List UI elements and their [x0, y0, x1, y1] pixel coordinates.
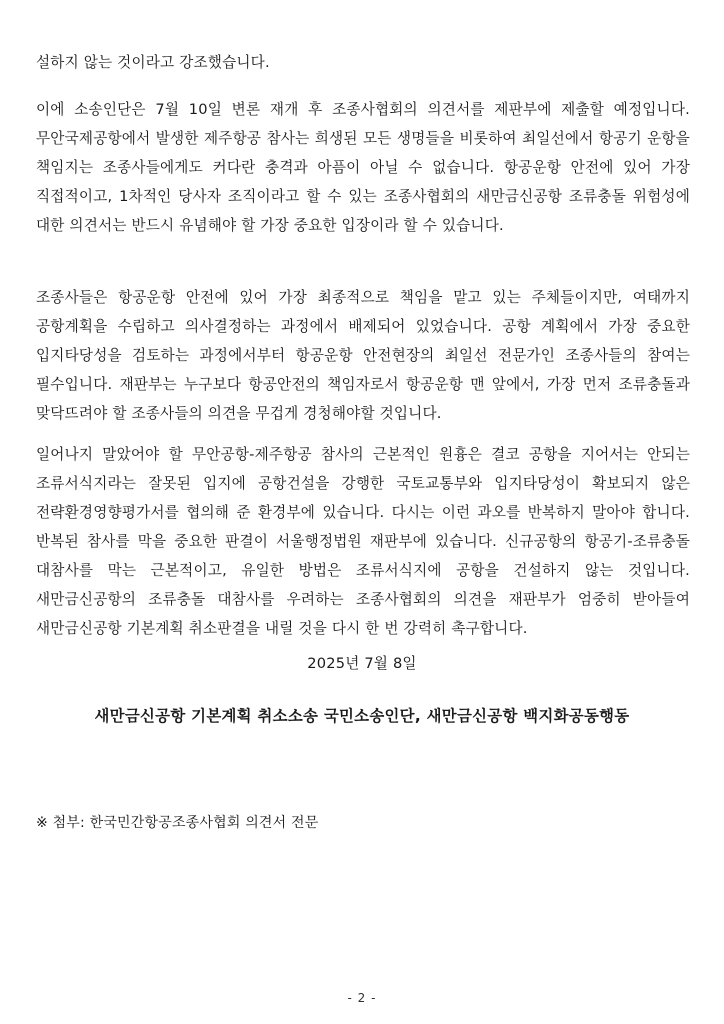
document-date: 2025년 7월 8일: [307, 655, 417, 672]
attachment-note: ※ 첨부: 한국민간항공조종사협회 의견서 전문: [36, 815, 319, 831]
paragraph-continuation: 설하지 않는 것이라고 강조했습니다.: [36, 54, 270, 71]
paragraph-pilots-role: 조종사들은 항공운항 안전에 있어 가장 최종적으로 책임을 맡고 있는 주체들이지만, 여태까지 공항계획을 수립하고 의사결정하는 과정에서 배제되어 있었습니다. 공항 계획에서 가장 중요한 입지타당성을 검토하는 과정에서부터 항공운항 안전현장의 최일선 전문가인 조종사들의 참여는 필수입니다. 재판부는 누구보다 항공안전의 책임자로서 항공운항 맨 앞에서, 가장 먼저 조류충돌과 맞닥뜨려야 할 조종사들의 의견을 무겁게 경청해야할 것입니다.: [36, 289, 690, 422]
page-number: - 2 -: [347, 991, 377, 1005]
signature-organizations: 새만금신공항 기본계획 취소소송 국민소송인단, 새만금신공항 백지화공동행동: [94, 707, 630, 725]
paragraph-root-cause: 일어나지 말았어야 할 무안공항-제주항공 참사의 근본적인 원흉은 결코 공항을 지어서는 안되는 조류서식지라는 잘못된 입지에 공항건설을 강행한 국토교통부와 입지타당성이 확보되지 않은 전략환경영향평가서를 협의해 준 환경부에 있습니다. 다시는 이런 과오를 반복하지 말아야 합니다. 반복된 참사를 막을 중요한 판결이 서울행정법원 재판부에 있습니다. 신규공항의 항공기-조류충돌 대참사를 막는 근본적이고, 유일한 방법은 조류서식지에 공항을 건설하지 않는 것입니다. 새만금신공항의 조류충돌 대참사를 우려하는 조종사협회의 의견을 재판부가 엄중히 받아들여 새만금신공항 기본계획 취소판결을 내릴 것을 다시 한 번 강력히 촉구합니다.: [36, 446, 690, 637]
paragraph-submission-plan: 이에 소송인단은 7월 10일 변론 재개 후 조종사협회의 의견서를 제판부에 제출할 예정입니다. 무안국제공항에서 발생한 제주항공 참사는 희생된 모든 생명들을 비롯하여 최일선에서 항공기 운항을 책임지는 조종사들에게도 커다란 충격과 아픔이 아닐 수 없습니다. 항공운항 안전에 있어 가장 직접적이고, 1차적인 당사자 조직이라고 할 수 있는 조종사협회의 새만금신공항 조류충돌 위험성에 대한 의견서는 반드시 유념해야 할 가장 중요한 입장이라 할 수 있습니다.: [36, 101, 690, 234]
